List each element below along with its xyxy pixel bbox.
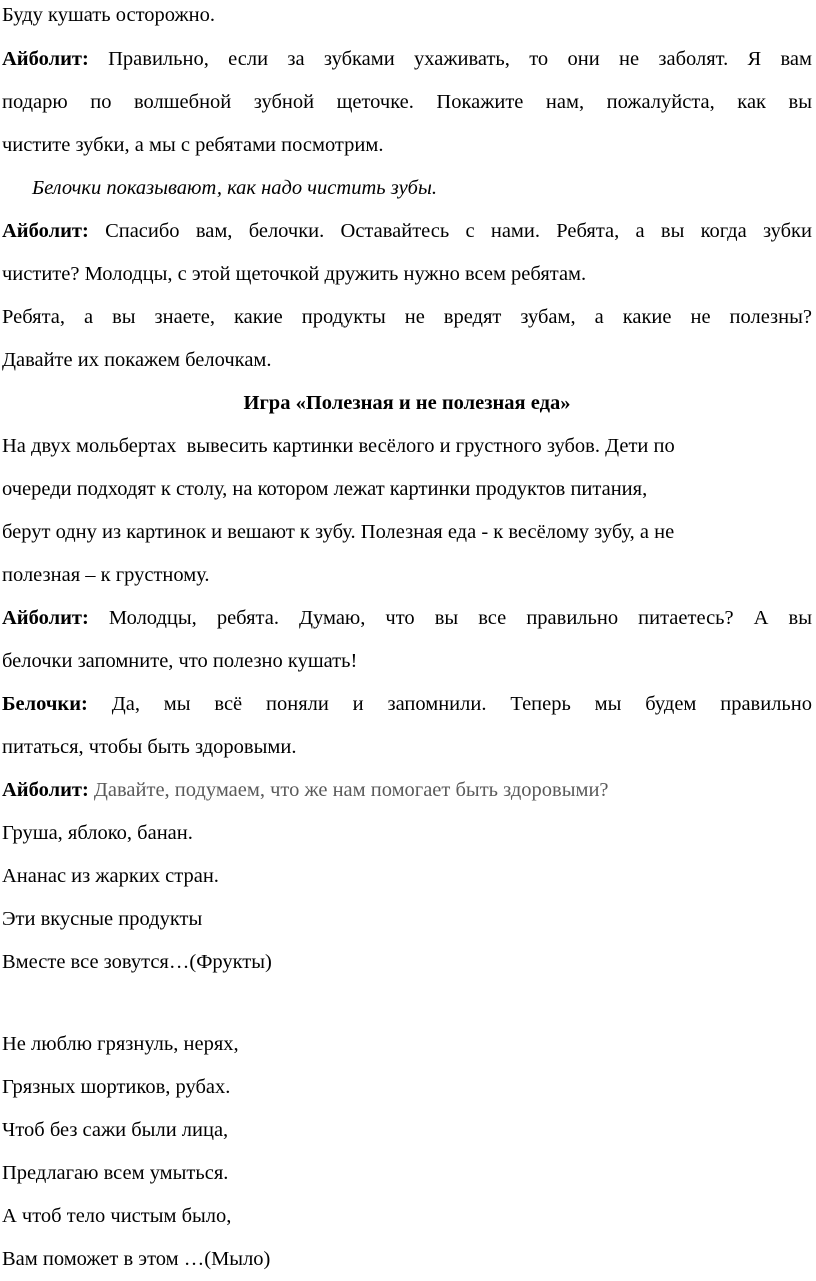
riddle-line [2,898,812,941]
line-text: Грязных шортиков, рубах. [2,1076,231,1098]
riddle-line [2,1066,812,1109]
line-text: Давайте, подумаем, что же нам помогает быть здоровыми? [93,779,609,801]
speaker-label: Белочки: [2,693,88,715]
line-text: Эти вкусные продукты [2,908,203,930]
line-text: берут одну из картинок и вешают к зубу. Полезная еда - к весёлому зубу, а не [2,521,675,543]
dialogue-line [2,683,812,726]
riddle-line [2,1238,812,1281]
dialogue-line [2,210,812,253]
stage-direction [2,167,812,210]
line-text: Вместе все зовутся…(Фрукты) [2,951,272,973]
line-text: подарю по волшебной зубной щеточке. Покажите нам, пожалуйста, как вы [2,91,812,113]
text-line [2,640,812,683]
riddle-line [2,812,812,855]
dialogue-line [2,38,812,81]
speaker-label: Айболит: [2,48,89,70]
line-text: А чтоб тело чистым было, [2,1205,232,1227]
line-text: Правильно, если за зубками ухаживать, то они не заболят. Я вам [108,48,813,70]
text-line [2,425,812,468]
riddle-line [2,855,812,898]
speaker-label: Айболит: [2,607,89,629]
riddle-line [2,941,812,984]
line-text: Ананас из жарких стран. [2,865,219,887]
riddle-line [2,1195,812,1238]
line-text: Молодцы, ребята. Думаю, что вы все правильно питаетесь? А вы [108,607,813,629]
line-text: На двух мольбертах вывесить картинки весёлого и грустного зубов. Дети по [2,435,675,457]
line-text: Буду кушать осторожно. [2,4,216,26]
riddle-line [2,1023,812,1066]
line-text: Давайте их покажем белочкам. [2,349,272,371]
riddle-line [2,1152,812,1195]
line-text: чистите? Молодцы, с этой щеточкой дружить нужно всем ребятам. [2,263,587,285]
text-line [2,726,812,769]
line-text: Чтоб без сажи были лица, [2,1119,229,1141]
line-text: Ребята, а вы знаете, какие продукты не вредят зубам, а какие не полезны? [2,306,812,328]
line-text: питаться, чтобы быть здоровыми. [2,736,297,758]
speaker-label: Айболит: [2,220,89,242]
line-text: полезная – к грустному. [2,564,210,586]
section-heading [2,382,812,425]
line-text: Предлагаю всем умыться. [2,1162,229,1184]
line-text: Груша, яблоко, банан. [2,822,193,844]
text-line [2,0,812,37]
line-text: Да, мы всё поняли и запомнили. Теперь мы будем правильно [111,693,813,715]
dialogue-line [2,597,812,640]
riddle-line [2,1109,812,1152]
text-line [2,339,812,382]
line-text: очереди подходят к столу, на котором лежат картинки продуктов питания, [2,478,648,500]
speaker-label: Айболит: [2,779,89,801]
text-line [2,511,812,554]
text-line [2,468,812,511]
dialogue-line [2,769,812,812]
text-line [2,124,812,167]
text-line [2,554,812,597]
text-line [2,253,812,296]
line-text: Спасибо вам, белочки. Оставайтесь с нами. Ребята, а вы когда зубки [105,220,812,242]
text-line [2,81,812,124]
text-line [2,296,812,339]
line-text: Вам поможет в этом …(Мыло) [2,1248,271,1270]
line-text: Не люблю грязнуль, нерях, [2,1033,239,1055]
line-text: Белочки показывают, как надо чистить зубы. [32,177,437,199]
heading-text: Игра «Полезная и не полезная еда» [243,392,571,414]
line-text: чистите зубки, а мы с ребятами посмотрим. [2,134,384,156]
line-text: белочки запомните, что полезно кушать! [2,650,358,672]
